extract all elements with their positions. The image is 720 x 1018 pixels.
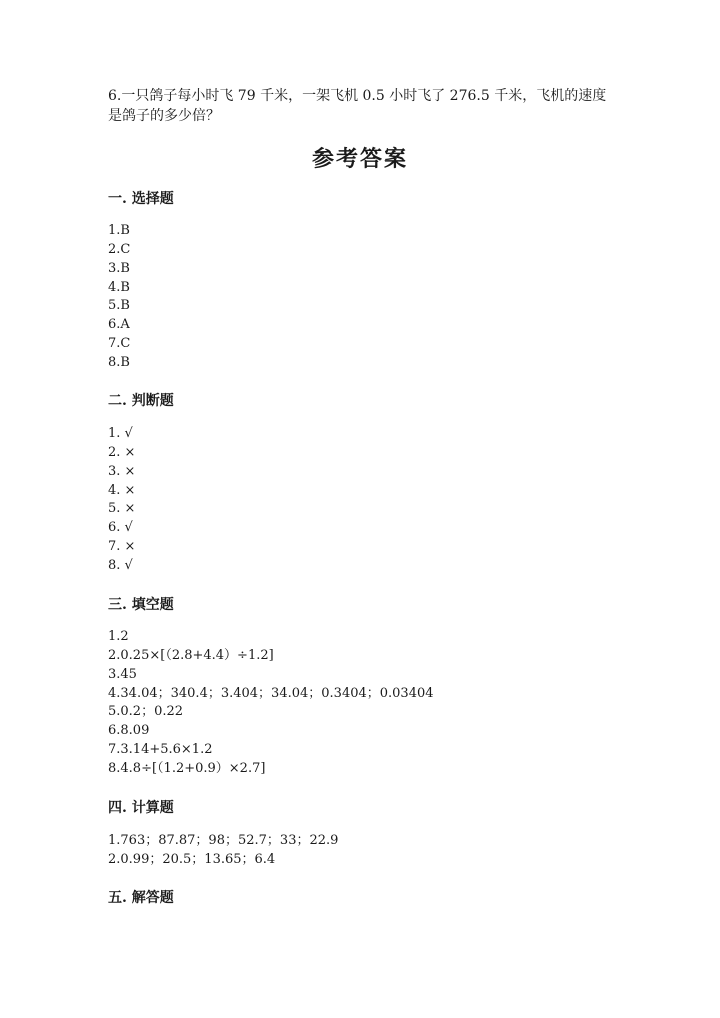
answer-item: 7.C bbox=[108, 336, 131, 352]
answer-item: 6.8.09 bbox=[108, 723, 150, 739]
answer-item: 2.C bbox=[108, 241, 131, 257]
answer-item: 7. × bbox=[108, 539, 136, 555]
answer-item: 6.A bbox=[108, 317, 130, 333]
answer-item: 4. × bbox=[108, 482, 136, 498]
answer-item: 1.B bbox=[108, 223, 130, 238]
question-line-1: 6.一只鸽子每小时飞 79 千米，一架飞机 0.5 小时飞了 276.5 千米，飞机的速度 bbox=[108, 88, 607, 104]
question-line-2: 是鸽子的多少倍？ bbox=[108, 108, 220, 124]
section-heading-solve: 五. 解答题 bbox=[108, 890, 174, 906]
answer-item: 8.B bbox=[108, 354, 130, 370]
answer-item: 5.0.2；0.22 bbox=[108, 704, 184, 720]
section-heading-choice: 一. 选择题 bbox=[108, 191, 174, 207]
answer-item: 5.B bbox=[108, 298, 130, 314]
page-title: 参考答案 bbox=[311, 146, 408, 172]
answer-list-choice bbox=[108, 222, 130, 373]
answer-item: 3.45 bbox=[108, 666, 137, 682]
answer-item: 8. √ bbox=[108, 557, 133, 573]
answer-item: 8.4.8÷[（1.2+0.9）×2.7] bbox=[108, 760, 266, 776]
section-heading-judge: 二. 判断题 bbox=[108, 393, 174, 409]
answer-item: 3. × bbox=[108, 463, 136, 479]
answer-item: 5. × bbox=[108, 501, 136, 517]
answer-item: 2.0.25×[（2.8+4.4）÷1.2] bbox=[108, 647, 274, 663]
answer-item: 2.0.99；20.5；13.65；6.4 bbox=[108, 851, 276, 867]
section-heading-fill: 三. 填空题 bbox=[108, 597, 174, 613]
answer-list-fill bbox=[108, 628, 434, 779]
answer-list-calc bbox=[108, 832, 338, 870]
section-heading-calc: 四. 计算题 bbox=[108, 800, 174, 816]
answer-item: 1. √ bbox=[108, 426, 133, 441]
answer-item: 7.3.14+5.6×1.2 bbox=[108, 742, 213, 758]
answer-item: 3.B bbox=[108, 260, 130, 276]
answer-item: 1.763；87.87；98；52.7；33；22.9 bbox=[108, 833, 339, 848]
answer-list-judge bbox=[108, 425, 135, 576]
answer-item: 6. √ bbox=[108, 520, 133, 536]
answer-item: 4.B bbox=[108, 279, 130, 295]
answer-item: 2. × bbox=[108, 444, 136, 460]
answer-item: 1.2 bbox=[108, 629, 129, 644]
answer-item: 4.34.04；340.4；3.404；34.04；0.3404；0.03404 bbox=[108, 685, 434, 701]
question-6 bbox=[108, 86, 628, 126]
